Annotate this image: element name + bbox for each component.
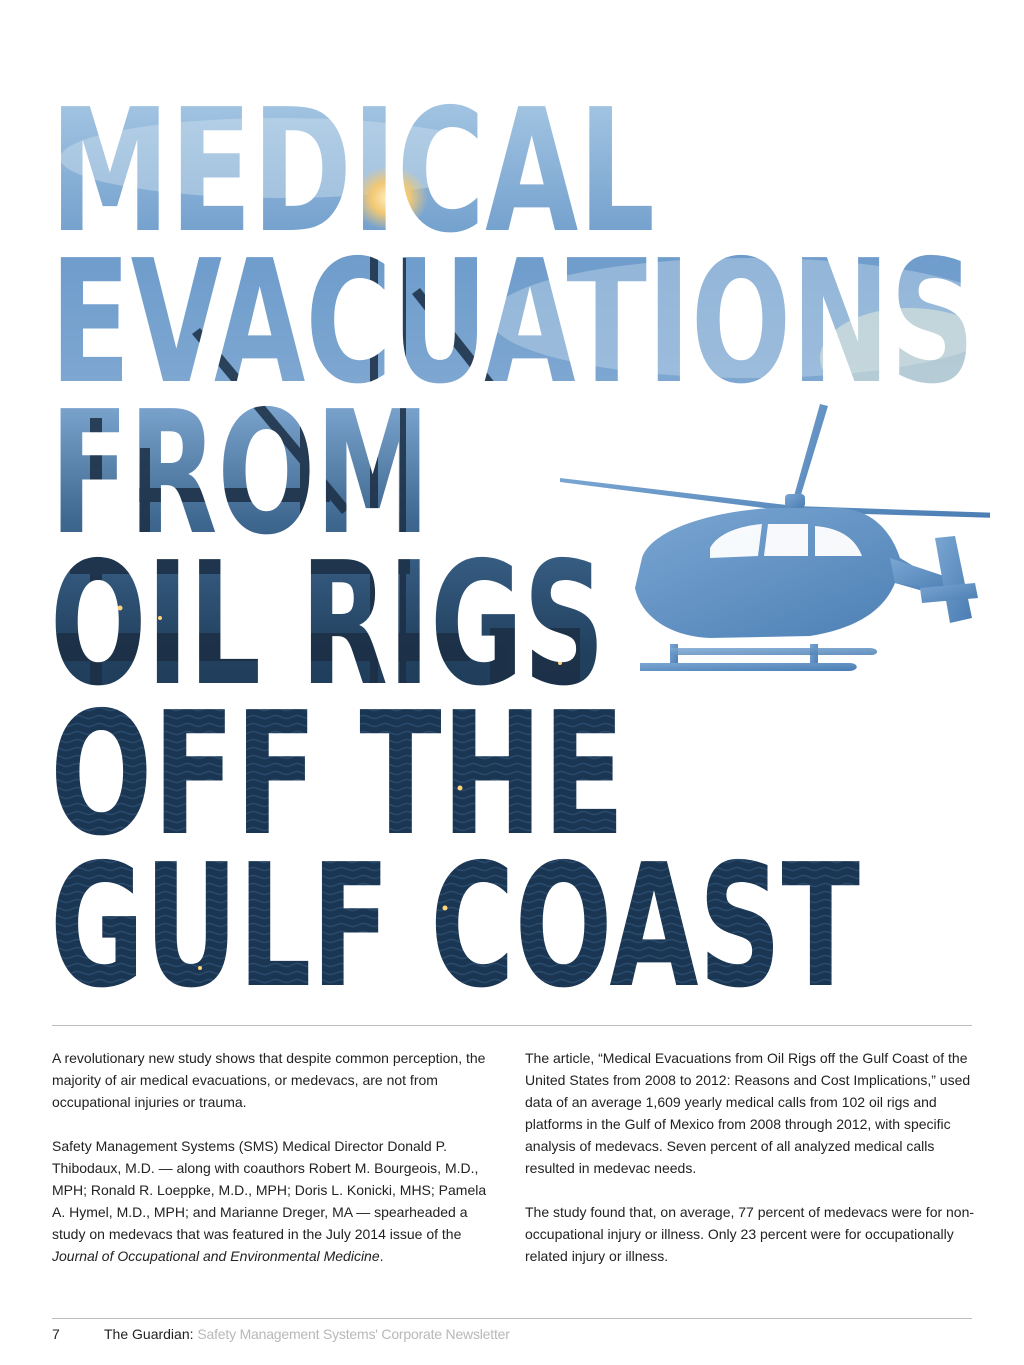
journal-name: Journal of Occupational and Environmental Medicine: [52, 1248, 380, 1264]
left-paragraph-2-end: .: [379, 1248, 384, 1264]
left-paragraph-1: A revolutionary new study shows that despite common perception, the majority of air medical evacuations, or medevacs, are not from occupational injuries or trauma.: [52, 1050, 486, 1110]
page-footer: [52, 1325, 972, 1345]
footer-divider: [52, 1318, 972, 1319]
hero-title: [50, 88, 990, 993]
article-right-column: [525, 1047, 975, 1289]
publication-name: [104, 1325, 510, 1343]
hero-title-graphic: [50, 88, 990, 993]
publication-title: The Guardian:: [104, 1326, 194, 1342]
top-divider: [52, 1025, 972, 1026]
publication-subtitle: Safety Management Systems' Corporate Newsletter: [197, 1326, 510, 1342]
left-paragraph-2: [52, 1135, 502, 1267]
page-number: 7: [52, 1326, 60, 1342]
right-paragraph-1: The article, “Medical Evacuations from Oil Rigs off the Gulf Coast of the United States from 2008 to 2012: Reasons and Cost Implications,” used data of an average 1,609 yearly medical calls from 102 oil rigs and platforms in the Gulf of Mexico from 2008 through 2012, with specific analysis of medevacs. Seven percent of all analyzed medical calls resulted in medevac needs.: [525, 1050, 971, 1176]
right-paragraph-2: The study found that, on average, 77 percent of medevacs were for non-occupational injury or illness. Only 23 percent were for occupationally related injury or illness.: [525, 1204, 975, 1264]
left-paragraph-2-text: Safety Management Systems (SMS) Medical Director Donald P. Thibodaux, M.D. — along with coauthors Robert M. Bourgeois, M.D., MPH; Ronald R. Loeppke, M.D., MPH; Doris L. Konicki, MHS; Pamela A. Hymel, M.D., MPH; and Marianne Dreger, MA — spearheaded a study on medevacs that was featured in the July 2014 issue of the: [52, 1138, 487, 1242]
article-left-column: [52, 1047, 502, 1289]
